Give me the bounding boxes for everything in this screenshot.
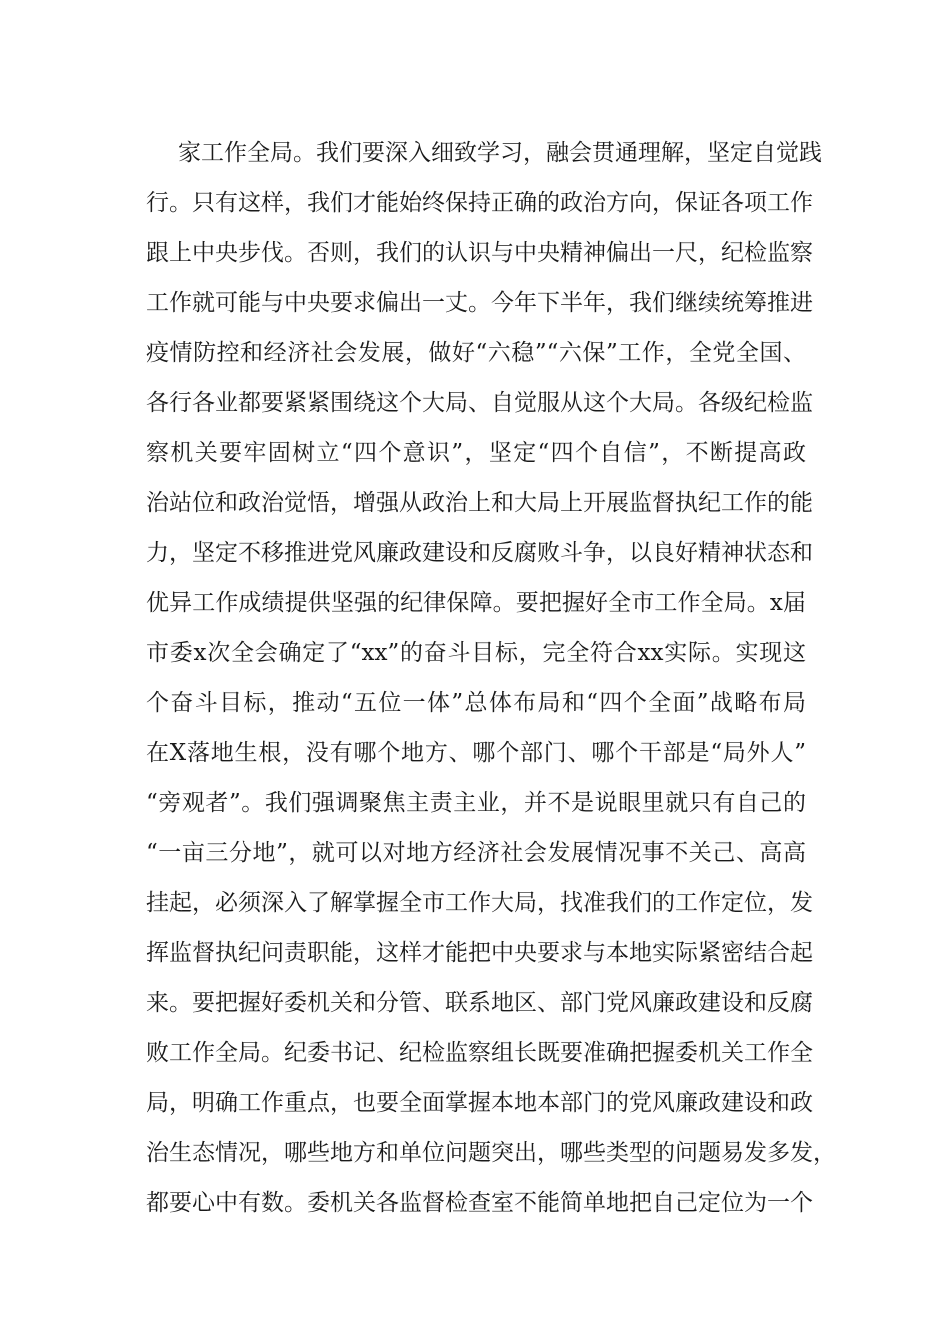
text-line-16: 挂起，必须深入了解掌握全市工作大局，找准我们的工作定位，发 bbox=[146, 890, 813, 916]
text-line-4: 工作就可能与中央要求偏出一丈。今年下半年，我们继续统筹推进 bbox=[146, 290, 813, 316]
text-line-14: “旁观者”。我们强调聚焦主责主业，并不是说眼里就只有自己的 bbox=[146, 790, 806, 816]
text-line-19: 败工作全局。纪委书记、纪检监察组长既要准确把握委机关工作全 bbox=[146, 1040, 813, 1066]
text-line-3: 跟上中央步伐。否则，我们的认识与中央精神偏出一尺，纪检监察 bbox=[146, 240, 813, 266]
text-line-9: 力，坚定不移推进党风廉政建设和反腐败斗争，以良好精神状态和 bbox=[146, 540, 813, 566]
text-line-5: 疫情防控和经济社会发展，做好“六稳”“六保”工作，全党全国、 bbox=[146, 340, 806, 366]
text-line-18: 来。要把握好委机关和分管、联系地区、部门党风廉政建设和反腐 bbox=[146, 990, 813, 1016]
text-line-10: 优异工作成绩提供坚强的纪律保障。要把握好全市工作全局。x届 bbox=[146, 590, 806, 616]
text-line-12: 个奋斗目标，推动“五位一体”总体布局和“四个全面”战略布局 bbox=[146, 690, 806, 716]
text-line-6: 各行各业都要紧紧围绕这个大局、自觉服从这个大局。各级纪检监 bbox=[146, 390, 813, 416]
text-line-22: 都要心中有数。委机关各监督检查室不能简单地把自己定位为一个 bbox=[146, 1190, 813, 1216]
text-line-8: 治站位和政治觉悟，增强从政治上和大局上开展监督执纪工作的能 bbox=[146, 490, 813, 516]
body-text bbox=[146, 128, 836, 1228]
text-line-17: 挥监督执纪问责职能，这样才能把中央要求与本地实际紧密结合起 bbox=[146, 940, 813, 966]
text-line-2: 行。只有这样，我们才能始终保持正确的政治方向，保证各项工作 bbox=[146, 190, 813, 216]
text-line-11: 市委x次全会确定了“xx”的奋斗目标，完全符合xx实际。实现这 bbox=[146, 640, 806, 666]
text-line-15: “一亩三分地”，就可以对地方经济社会发展情况事不关己、高高 bbox=[146, 840, 806, 866]
text-line-20: 局，明确工作重点，也要全面掌握本地本部门的党风廉政建设和政 bbox=[146, 1090, 813, 1116]
text-line-21: 治生态情况，哪些地方和单位问题突出，哪些类型的问题易发多发， bbox=[146, 1140, 836, 1166]
text-line-7: 察机关要牢固树立“四个意识”，坚定“四个自信”，不断提高政 bbox=[146, 440, 806, 466]
text-line-1: 家工作全局。我们要深入细致学习，融会贯通理解，坚定自觉践 bbox=[178, 140, 822, 166]
text-line-13: 在X落地生根，没有哪个地方、哪个部门、哪个干部是“局外人” bbox=[146, 740, 806, 766]
